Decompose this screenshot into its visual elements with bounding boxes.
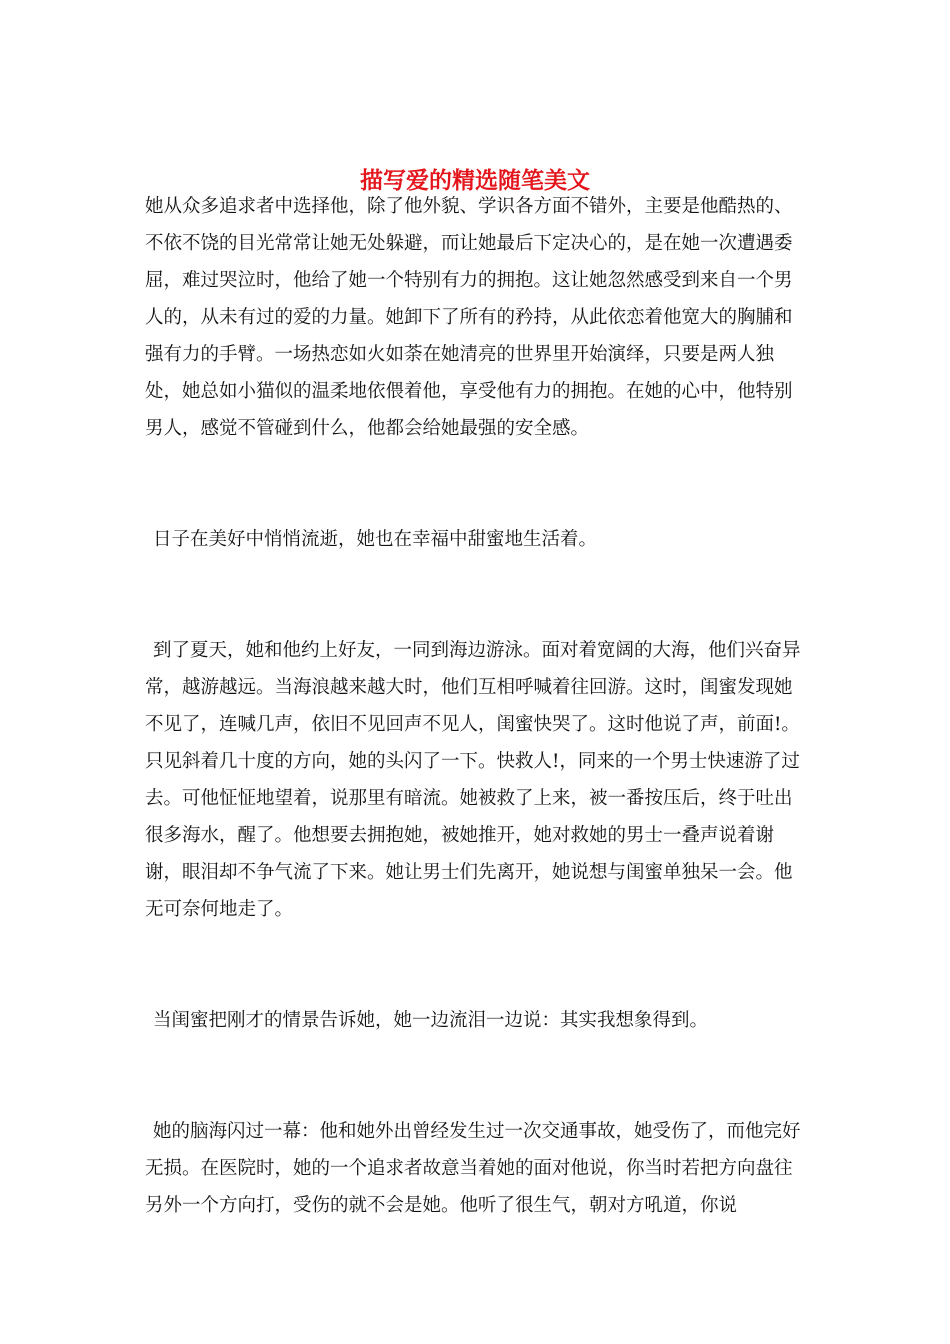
paragraph-gap xyxy=(145,928,810,1002)
paragraph-3: 到了夏天，她和他约上好友，一同到海边游泳。面对着宽阔的大海，他们兴奋异常，越游越远。当海浪越来越大时，他们互相呼喊着往回游。这时，闺蜜发现她不见了，连喊几声，依旧不见回声不见人，闺蜜快哭了。这时他说了声，前面!。只见斜着几十度的方向，她的头闪了一下。快救人!，同来的一个男士快速游了过去。可他怔怔地望着，说那里有暗流。她被救了上来，被一番按压后，终于吐出很多海水，醒了。他想要去拥抱她，被她推开，她对救她的男士一叠声说着谢谢，眼泪却不争气流了下来。她让男士们先离开，她说想与闺蜜单独呆一会。他无可奈何地走了。 xyxy=(145,640,801,920)
paragraph-5: 她的脑海闪过一幕：他和她外出曾经发生过一次交通事故，她受伤了，而他完好无损。在医院时，她的一个追求者故意当着她的面对他说，你当时若把方向盘往另外一个方向打，受伤的就不会是她。他听了很生气，朝对方吼道，你说 xyxy=(145,1121,801,1216)
paragraph-2: 日子在美好中悄悄流逝，她也在幸福中甜蜜地生活着。 xyxy=(153,529,598,550)
article-body xyxy=(145,188,810,1224)
page-title: 描写爱的精选随笔美文 xyxy=(360,167,590,195)
paragraph-gap xyxy=(145,447,810,521)
paragraph-gap xyxy=(145,558,810,632)
paragraph-4: 当闺蜜把刚才的情景告诉她，她一边流泪一边说：其实我想象得到。 xyxy=(153,1010,709,1031)
paragraph-1: 她从众多追求者中选择他，除了他外貌、学识各方面不错外，主要是他酷热的、不依不饶的目光常常让她无处躲避，而让她最后下定决心的，是在她一次遭遇委屈，难过哭泣时，他给了她一个特别有力的拥抱。这让她忽然感受到来自一个男人的，从未有过的爱的力量。她卸下了所有的矜持，从此依恋着他宽大的胸脯和强有力的手臂。一场热恋如火如荼在她清亮的世界里开始演绎，只要是两人独处，她总如小猫似的温柔地依偎着他，享受他有力的拥抱。在她的心中，他特别男人，感觉不管碰到什么，他都会给她最强的安全感。 xyxy=(145,196,793,439)
paragraph-gap xyxy=(145,1039,810,1113)
